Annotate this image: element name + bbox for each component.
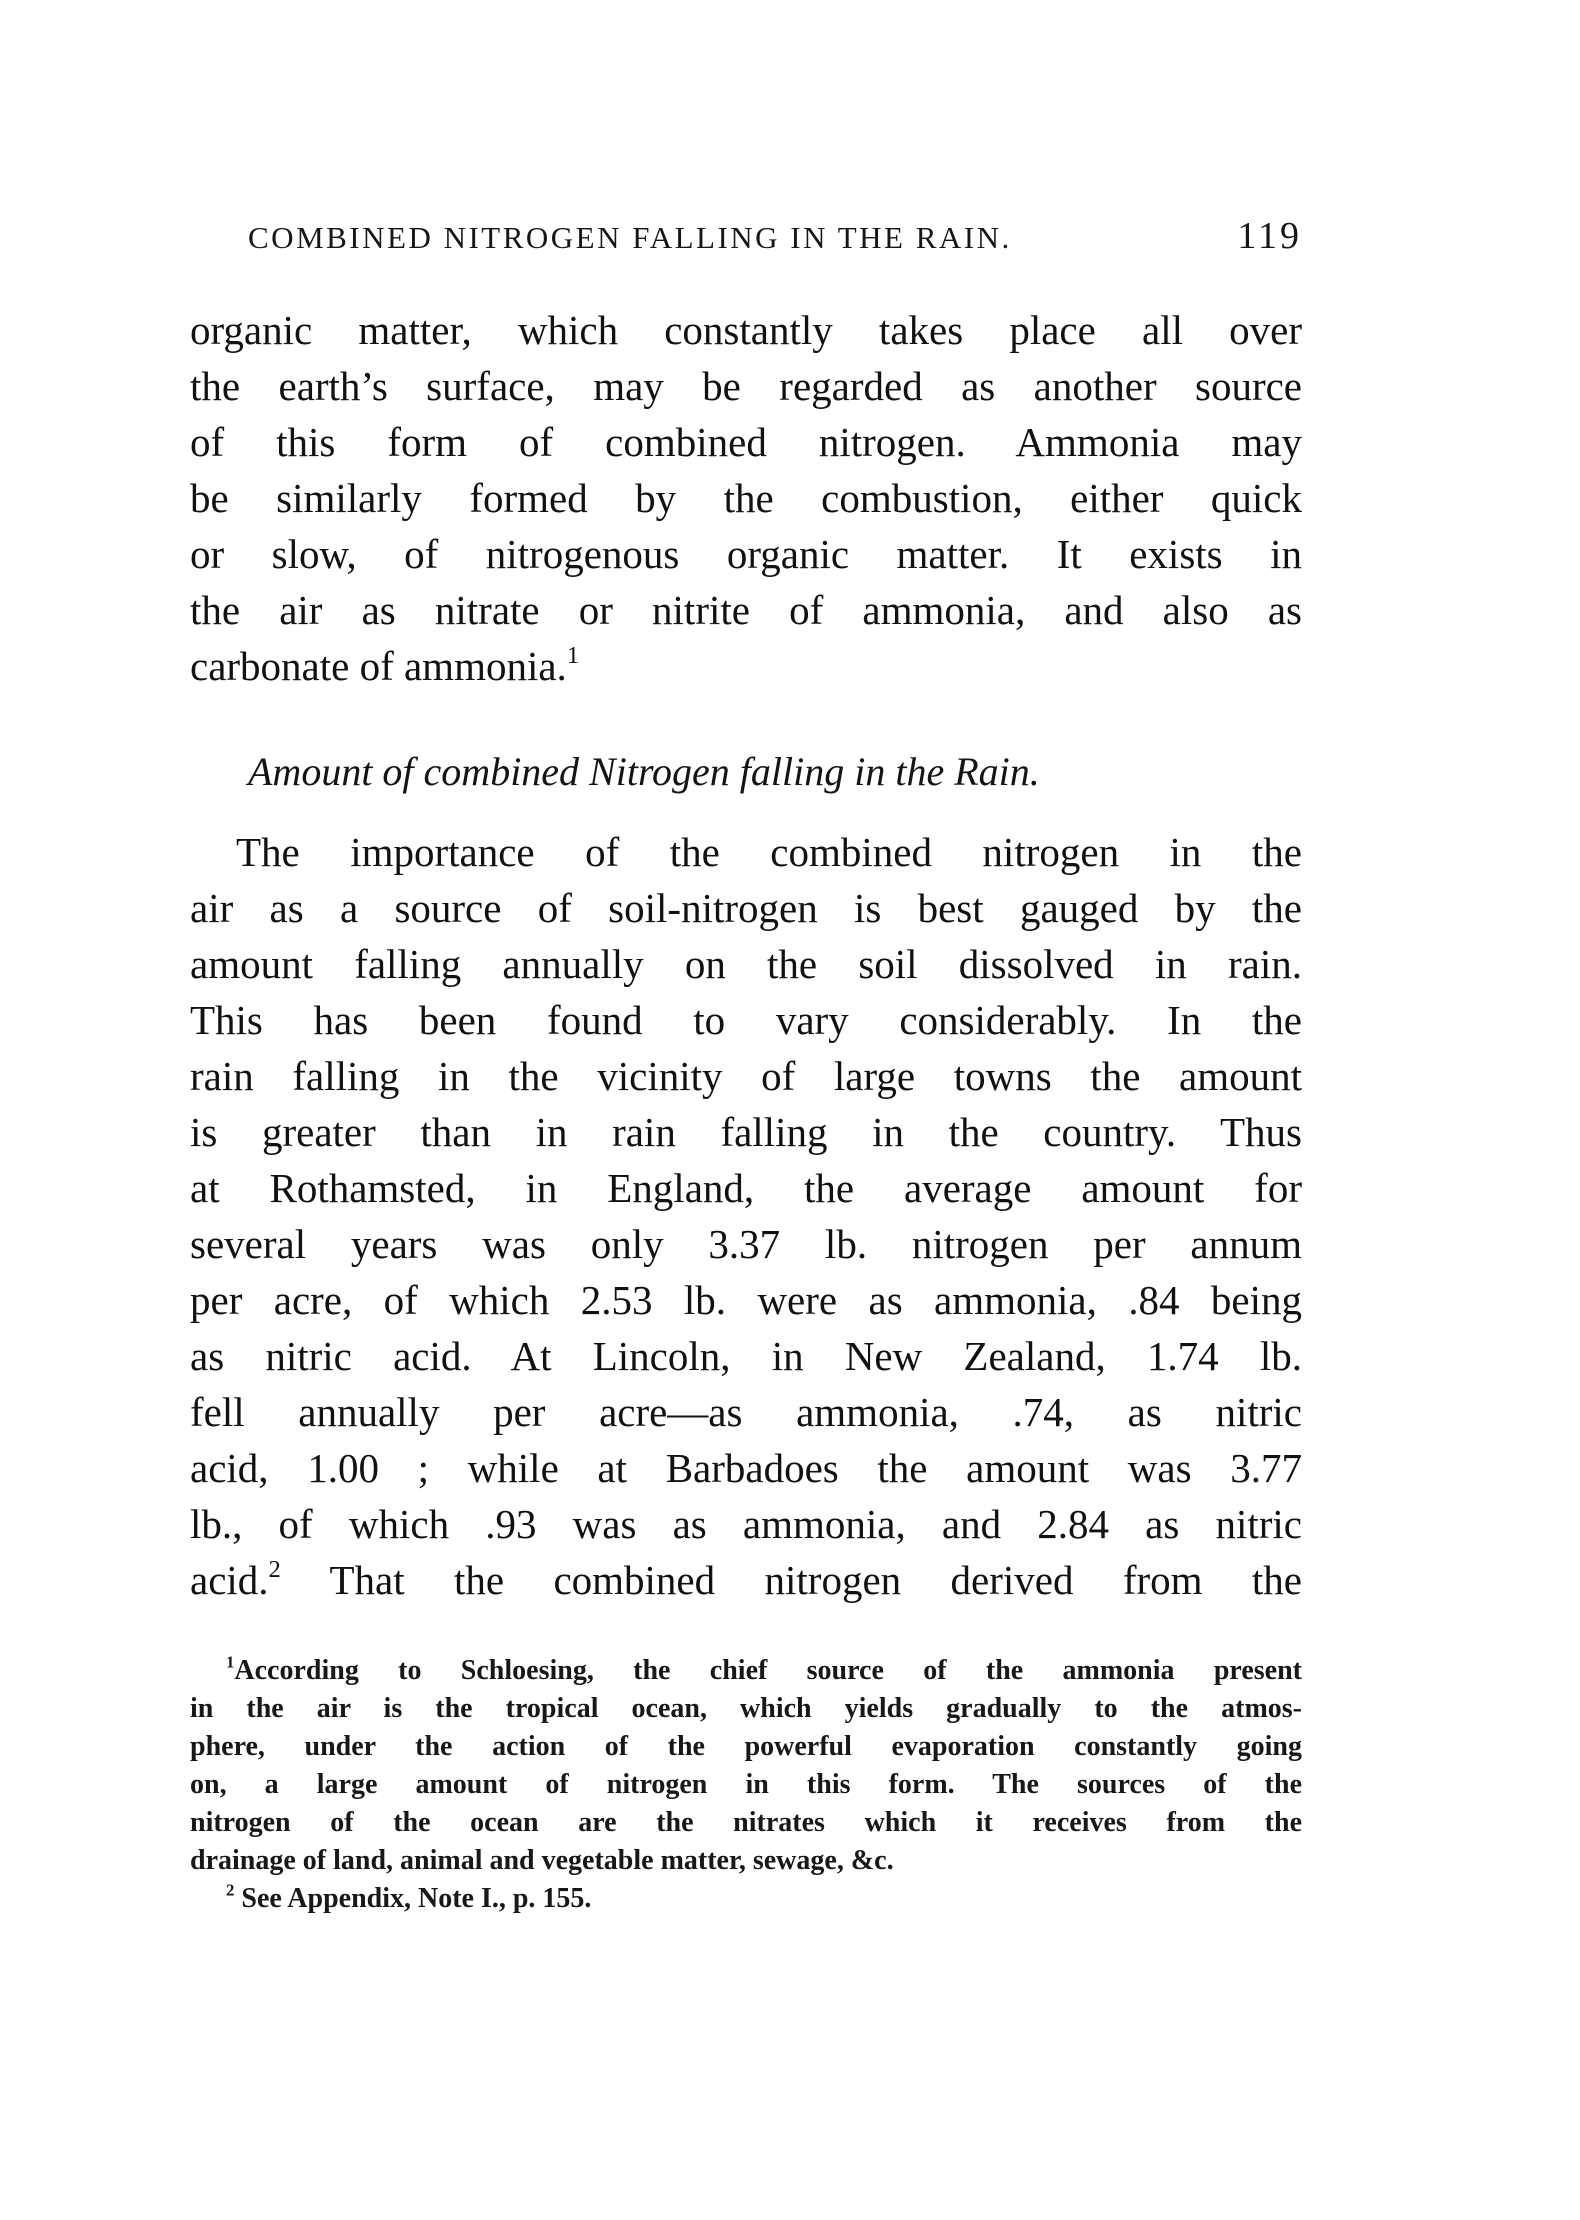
footnote-line: phere, under the action of the powerful evaporation constantly going	[190, 1731, 1302, 1762]
footnotes	[190, 1652, 1302, 1918]
footnote-reference: 2	[268, 1555, 281, 1583]
text-line: or slow, of nitrogenous organic matter. It exists in	[190, 531, 1302, 577]
page-number: 119	[1237, 215, 1302, 257]
text-line: rain falling in the vicinity of large towns the amount	[190, 1053, 1302, 1099]
footnote-text: According to Schloesing, the chief source of the ammonia present	[234, 1655, 1302, 1686]
footnote-line	[190, 1652, 1302, 1690]
text-line	[190, 638, 1302, 694]
text-line	[190, 1552, 1302, 1608]
footnote-line: on, a large amount of nitrogen in this form. The sources of the	[190, 1769, 1302, 1800]
footnote-reference: 1	[566, 641, 580, 669]
section-heading: Amount of combined Nitrogen falling in the Rain.	[248, 749, 1040, 794]
footnote-marker: 1	[226, 1652, 235, 1672]
text-line: the air as nitrate or nitrite of ammonia, and also as	[190, 587, 1302, 633]
text-line: amount falling annually on the soil dissolved in rain.	[190, 941, 1302, 987]
text-line: at Rothamsted, in England, the average amount for	[190, 1165, 1302, 1211]
text-line: several years was only 3.37 lb. nitrogen per annum	[190, 1221, 1302, 1267]
text-line: be similarly formed by the combustion, either quick	[190, 475, 1302, 521]
text-line: of this form of combined nitrogen. Ammonia may	[190, 419, 1302, 465]
text-line: air as a source of soil-nitrogen is best gauged by the	[190, 885, 1302, 931]
footnote-line: drainage of land, animal and vegetable matter, sewage, &c.	[190, 1845, 894, 1876]
paragraph-2	[190, 824, 1302, 1608]
text-line: as nitric acid. At Lincoln, in New Zealand, 1.74 lb.	[190, 1333, 1302, 1379]
footnote-2	[190, 1880, 1302, 1918]
footnote-line: nitrogen of the ocean are the nitrates which it receives from the	[190, 1807, 1302, 1838]
text-line: This has been found to vary considerably. In the	[190, 997, 1302, 1043]
text-line: lb., of which .93 was as ammonia, and 2.84 as nitric	[190, 1501, 1302, 1547]
text-line: the earth’s surface, may be regarded as another source	[190, 363, 1302, 409]
text-line: is greater than in rain falling in the country. Thus	[190, 1109, 1302, 1155]
text-line-end: That the combined nitrogen derived from the	[280, 1557, 1302, 1603]
running-header	[190, 212, 1302, 260]
text-line: per acre, of which 2.53 lb. were as ammonia, .84 being	[190, 1277, 1302, 1323]
footnote-text: See Appendix, Note I., p. 155.	[241, 1883, 592, 1914]
running-title: COMBINED NITROGEN FALLING IN THE RAIN.	[248, 220, 1012, 255]
text-line: organic matter, which constantly takes place all over	[190, 307, 1302, 353]
footnote-line: in the air is the tropical ocean, which yields gradually to the atmos-	[190, 1693, 1302, 1724]
text-line: fell annually per acre—as ammonia, .74, as nitric	[190, 1389, 1302, 1435]
text-line-content: carbonate of ammonia.	[190, 643, 567, 689]
paragraph-1	[190, 302, 1302, 694]
text-line: The importance of the combined nitrogen in the	[236, 829, 1302, 875]
text-line: acid, 1.00 ; while at Barbadoes the amount was 3.77	[190, 1445, 1302, 1491]
text-line-start: acid.	[190, 1557, 269, 1603]
footnote-marker: 2	[226, 1880, 235, 1900]
